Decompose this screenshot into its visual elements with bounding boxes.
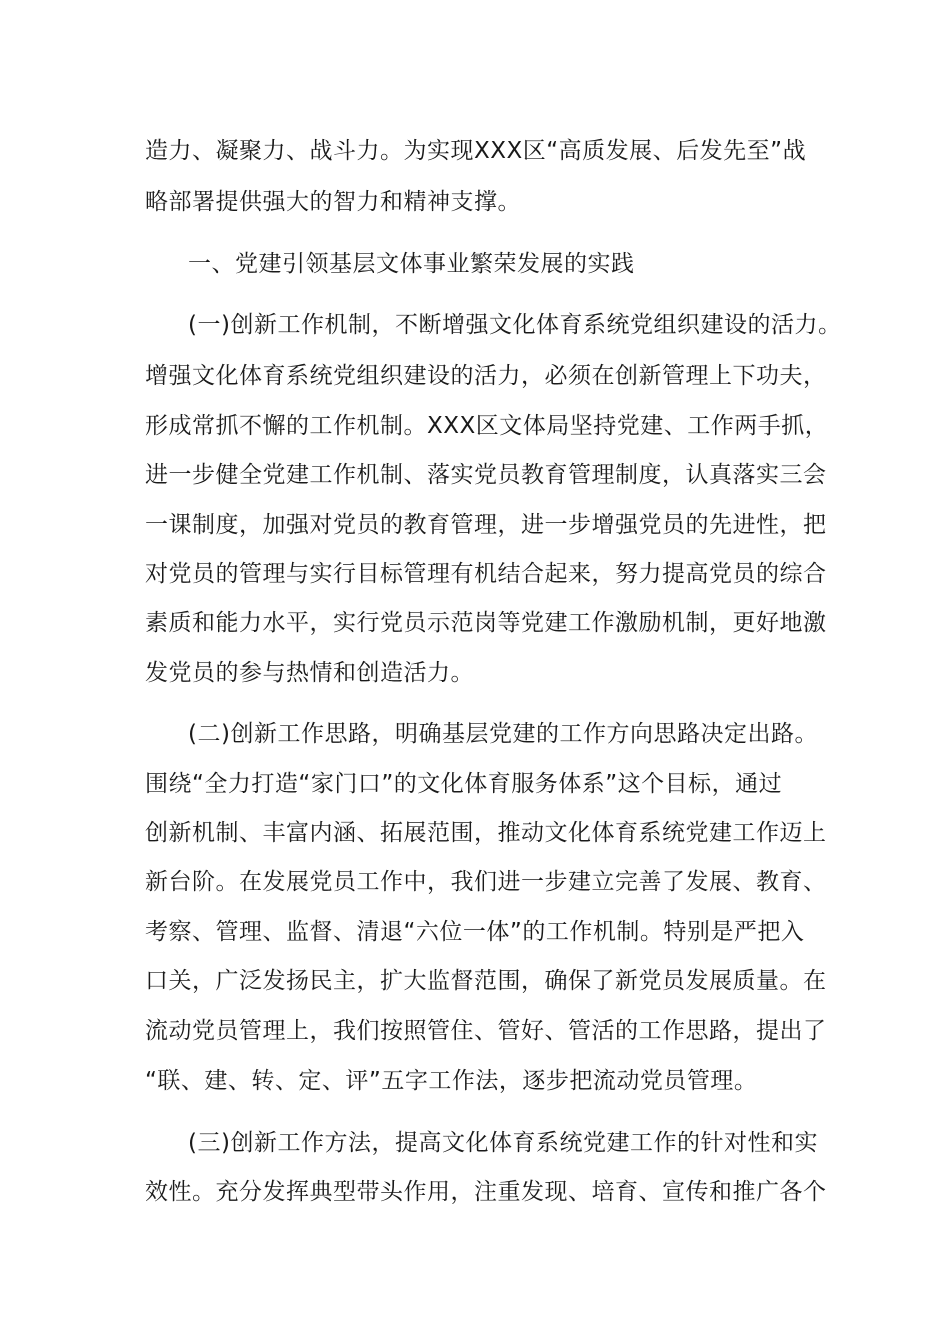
subsection-heading: (三)创新工作方法，提高文化体育系统党建工作的针对性和实	[188, 1130, 818, 1156]
body-text-line: 对党员的管理与实行目标管理有机结合起来，努力提高党员的综合	[145, 561, 827, 587]
body-text-line: “联、建、转、定、评”五字工作法，逐步把流动党员管理。	[145, 1068, 758, 1094]
body-text-line: 新台阶。在发展党员工作中，我们进一步建立完善了发展、教育、	[145, 869, 827, 895]
body-text-line: 发党员的参与热情和创造活力。	[145, 660, 474, 686]
body-text-line: 围绕“全力打造“家门口”的文化体育服务体系”这个目标，通过	[145, 771, 783, 797]
subsection-heading: (一)创新工作机制，不断增强文化体育系统党组织建设的活力。	[188, 312, 842, 338]
subsection-heading: (二)创新工作思路，明确基层党建的工作方向思路决定出路。	[188, 721, 818, 747]
body-text-line: 略部署提供强大的智力和精神支撑。	[145, 189, 521, 215]
body-text-line: 造力、凝聚力、战斗力。为实现XXX区“高质发展、后发先至”战	[145, 138, 807, 164]
body-text-line: 口关，广泛发扬民主，扩大监督范围，确保了新党员发展质量。在	[145, 968, 827, 994]
body-text-line: 形成常抓不懈的工作机制。XXX区文体局坚持党建、工作两手抓，	[145, 413, 829, 439]
body-text-line: 流动党员管理上，我们按照管住、管好、管活的工作思路，提出了	[145, 1018, 827, 1044]
body-text-line: 进一步健全党建工作机制、落实党员教育管理制度，认真落实三会	[145, 462, 827, 488]
body-text-line: 创新机制、丰富内涵、拓展范围，推动文化体育系统党建工作迈上	[145, 820, 827, 846]
body-text-line: 一课制度，加强对党员的教育管理，进一步增强党员的先进性，把	[145, 512, 827, 538]
body-text-line: 增强文化体育系统党组织建设的活力，必须在创新管理上下功夫，	[145, 363, 827, 389]
body-text-line: 素质和能力水平，实行党员示范岗等党建工作激励机制，更好地激	[145, 610, 827, 636]
body-text-line: 效性。充分发挥典型带头作用，注重发现、培育、宣传和推广各个	[145, 1179, 827, 1205]
body-text-line: 考察、管理、监督、清退“六位一体”的工作机制。特别是严把入	[145, 919, 805, 945]
section-heading: 一、党建引领基层文体事业繁荣发展的实践	[188, 251, 635, 277]
